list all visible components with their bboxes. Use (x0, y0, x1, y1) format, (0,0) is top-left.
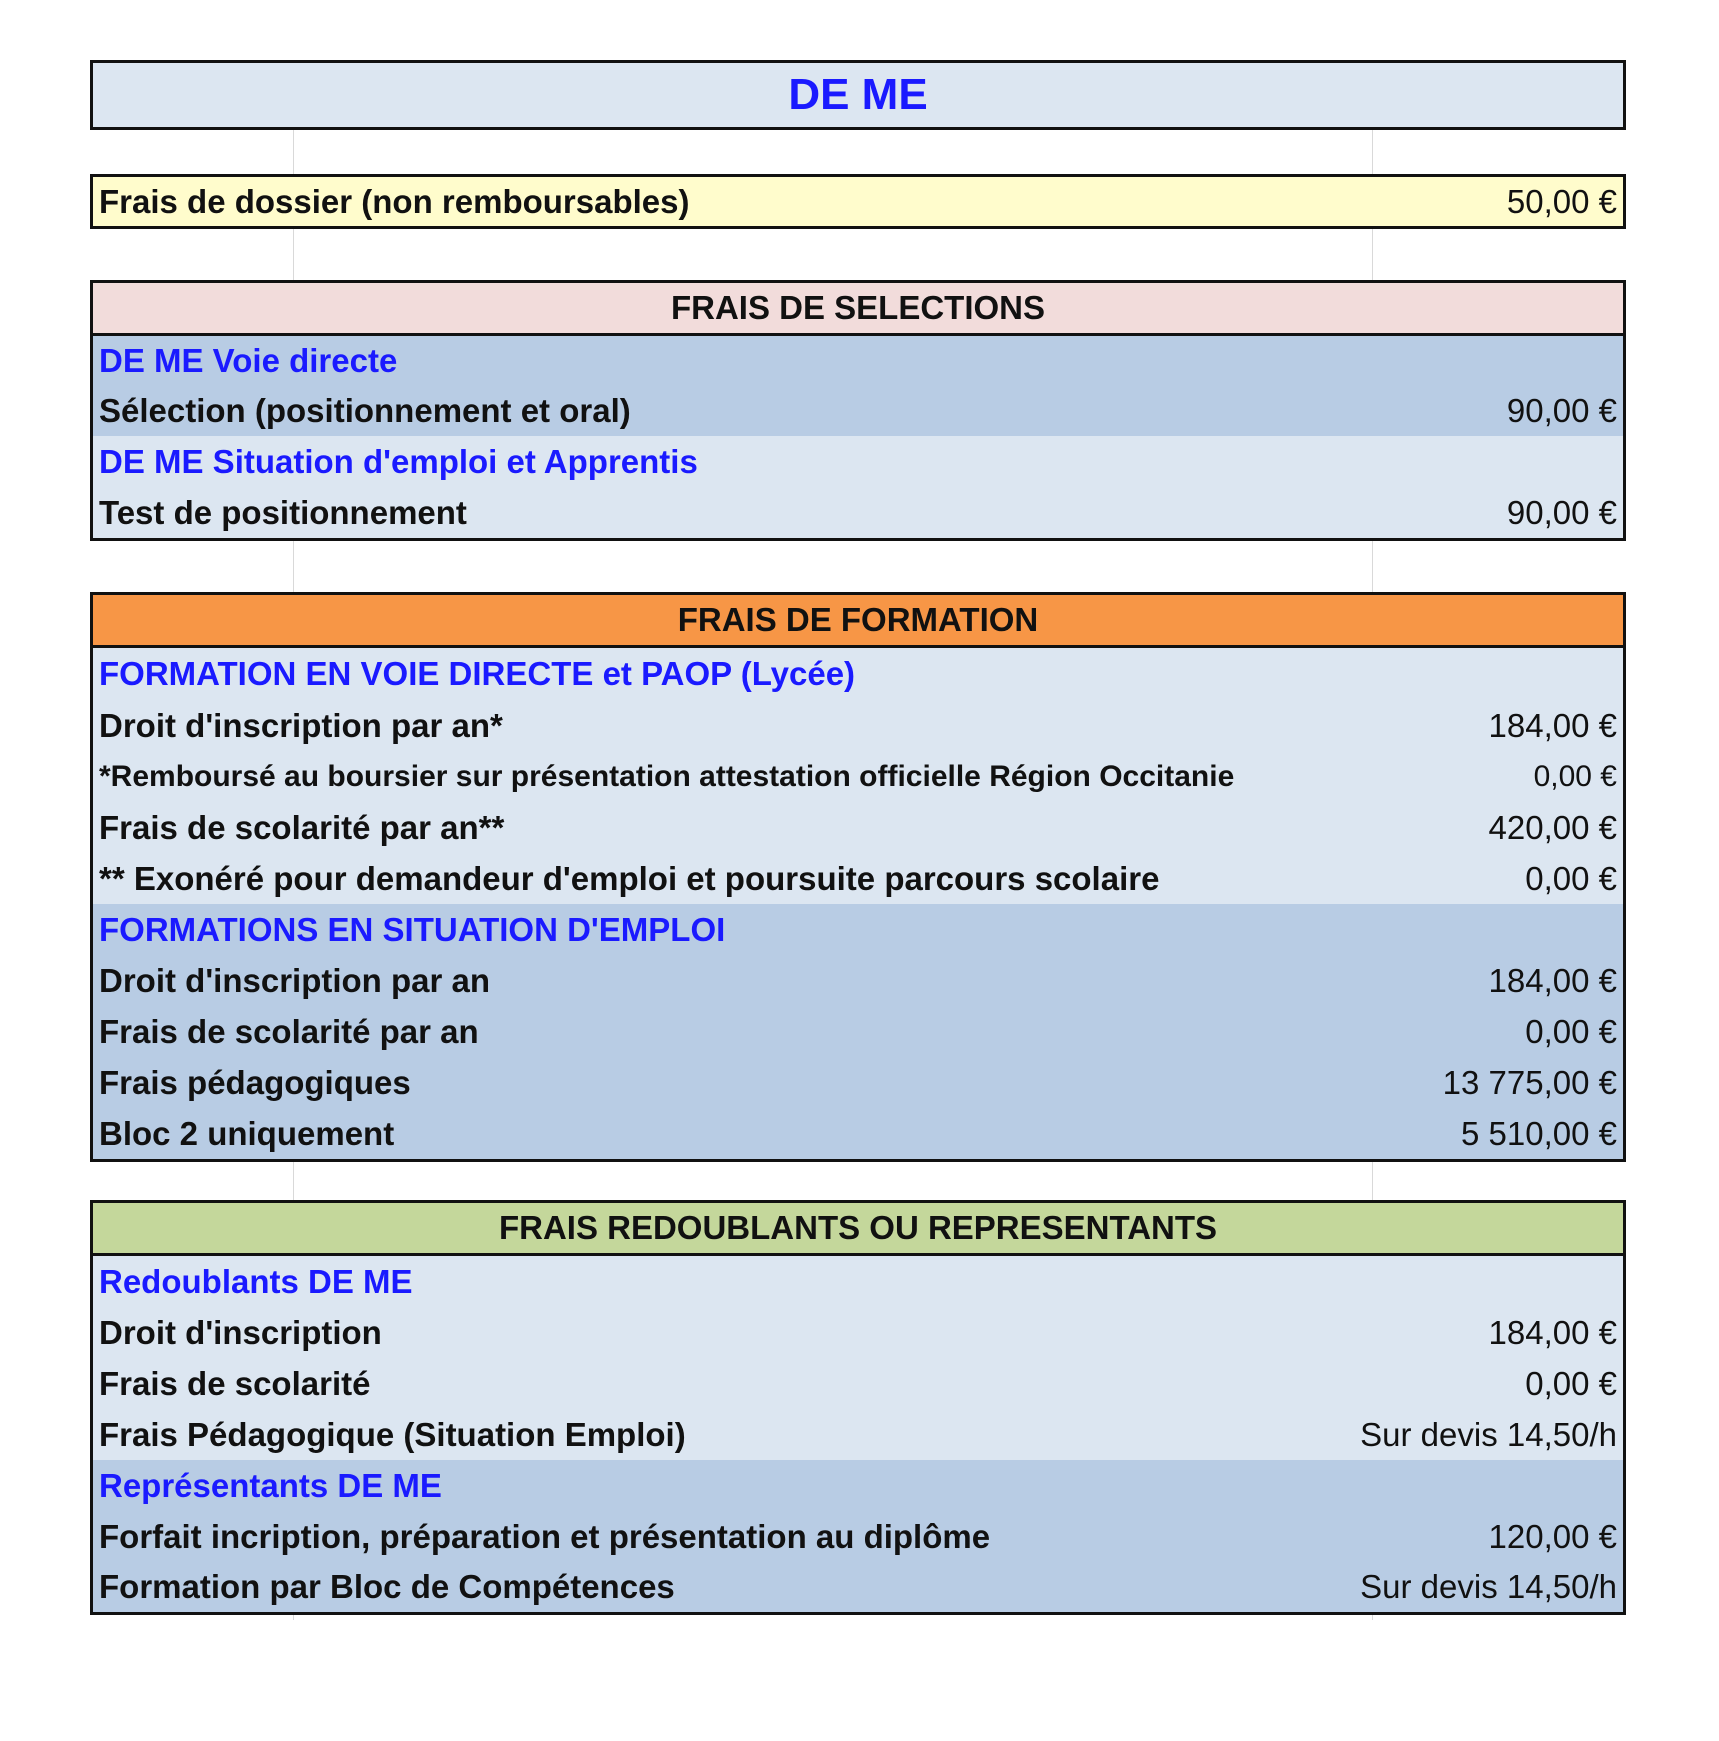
fee-row (93, 1006, 1623, 1057)
fee-row (93, 1409, 1623, 1460)
row-label: Droit d'inscription (99, 1313, 382, 1351)
row-label: Sélection (positionnement et oral) (99, 392, 631, 429)
fee-row (93, 955, 1623, 1006)
application-fee-row (90, 174, 1626, 229)
subsection-title (93, 1460, 1623, 1511)
row-label: Frais pédagogiques (99, 1063, 411, 1101)
subsection-title (93, 648, 1623, 700)
selection-fees-section (90, 280, 1626, 541)
row-value: 0,00 € (1525, 1012, 1617, 1050)
fee-note-row (93, 751, 1623, 802)
section-header: FRAIS DE SELECTIONS (93, 283, 1623, 336)
fee-row (93, 1057, 1623, 1108)
fee-row (93, 488, 1623, 538)
fee-note-row (93, 853, 1623, 904)
subsection-title (93, 904, 1623, 955)
row-label: Frais de scolarité par an** (99, 808, 505, 846)
row-label: FORMATIONS EN SITUATION D'EMPLOI (99, 910, 726, 948)
row-value: 120,00 € (1488, 1517, 1617, 1555)
row-value: 50,00 € (1506, 182, 1617, 220)
row-label: *Remboursé au boursier sur présentation attestation officielle Région Occitanie (99, 759, 1235, 793)
fee-row (93, 1108, 1623, 1159)
row-value: 90,00 € (1506, 392, 1617, 429)
row-value: 90,00 € (1506, 494, 1617, 531)
section-header: FRAIS REDOUBLANTS OU REPRESENTANTS (93, 1203, 1623, 1256)
repeaters-fees-section (90, 1200, 1626, 1615)
row-label: FORMATION EN VOIE DIRECTE et PAOP (Lycée) (99, 655, 856, 692)
row-label: Droit d'inscription par an (99, 961, 491, 999)
subsection-title (93, 1256, 1623, 1307)
fee-row (93, 386, 1623, 436)
row-label: Formation par Bloc de Compétences (99, 1568, 675, 1605)
row-value: 420,00 € (1488, 808, 1617, 846)
fee-row (93, 700, 1623, 751)
row-label: Droit d'inscription par an* (99, 706, 503, 744)
training-fees-section (90, 592, 1626, 1162)
row-label: Frais de dossier (non remboursables) (99, 182, 690, 220)
row-label: Frais Pédagogique (Situation Emploi) (99, 1415, 686, 1453)
row-label: DE ME Situation d'emploi et Apprentis (99, 443, 698, 480)
fee-row (93, 802, 1623, 853)
subsection-title (93, 436, 1623, 488)
row-label: Représentants DE ME (99, 1466, 442, 1504)
row-label: Frais de scolarité par an (99, 1012, 479, 1050)
row-value: 0,00 € (1525, 859, 1617, 897)
row-value: 5 510,00 € (1461, 1114, 1617, 1152)
fee-row (93, 1511, 1623, 1562)
row-value: 13 775,00 € (1442, 1063, 1617, 1101)
row-value: 0,00 € (1533, 759, 1617, 793)
row-value: 0,00 € (1525, 1364, 1617, 1402)
row-label: Bloc 2 uniquement (99, 1114, 395, 1152)
row-label: Redoublants DE ME (99, 1262, 413, 1300)
section-header: FRAIS DE FORMATION (93, 595, 1623, 648)
subsection-title (93, 336, 1623, 386)
row-value: 184,00 € (1488, 1313, 1617, 1351)
fee-row (93, 1562, 1623, 1612)
row-label: ** Exonéré pour demandeur d'emploi et poursuite parcours scolaire (99, 859, 1160, 897)
row-label: Test de positionnement (99, 494, 467, 531)
row-value: 184,00 € (1488, 706, 1617, 744)
row-value: 184,00 € (1488, 961, 1617, 999)
row-value: Sur devis 14,50/h (1360, 1568, 1617, 1605)
row-label: Forfait incription, préparation et présentation au diplôme (99, 1517, 991, 1555)
page-title: DE ME (90, 60, 1626, 130)
row-label: DE ME Voie directe (99, 342, 398, 379)
row-label: Frais de scolarité (99, 1364, 371, 1402)
fee-row (93, 1358, 1623, 1409)
row-value: Sur devis 14,50/h (1360, 1415, 1617, 1453)
fee-row (93, 1307, 1623, 1358)
